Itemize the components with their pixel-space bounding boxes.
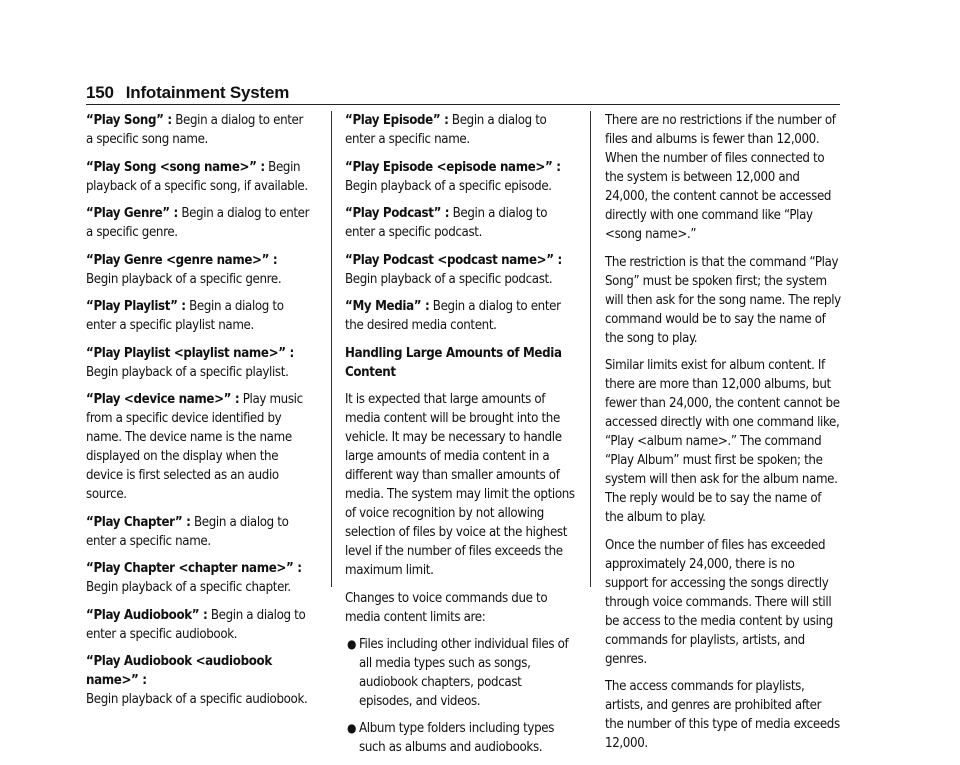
bullet-icon: ● — [347, 637, 357, 651]
column-3 — [605, 111, 841, 762]
column-divider — [590, 111, 591, 587]
command-name: “Play Song” : — [86, 113, 172, 128]
command-name: “Play Song <song name>” : — [86, 159, 265, 175]
column-2 — [345, 111, 577, 765]
command-entry — [86, 297, 312, 335]
command-entry — [345, 297, 577, 335]
command-name: “Play Episode” : — [345, 113, 449, 128]
command-description: Begin a dialog to enter a specific name. — [86, 514, 289, 549]
command-name: “Play Genre <genre name>” : — [86, 252, 278, 268]
header-rule — [86, 104, 840, 105]
command-entry — [345, 251, 577, 289]
command-description: Begin playback of a specific genre. — [86, 271, 282, 287]
command-entry — [345, 158, 577, 196]
paragraph: Once the number of files has exceeded approximately 24,000, there is no support for accessing the songs directly through voice commands. There will still be access to the media content by using commands for playlists, artists, and genres. — [605, 537, 833, 667]
command-entry — [86, 344, 312, 382]
command-description: Begin playback of a specific podcast. — [345, 271, 553, 287]
command-description: Begin a dialog to enter a specific genre. — [86, 206, 310, 240]
command-entry — [86, 606, 312, 644]
command-description: Begin a dialog to enter a specific playlist name. — [86, 299, 284, 333]
command-description: Begin a dialog to enter a specific song name. — [86, 113, 304, 147]
bullet-item — [345, 719, 577, 757]
paragraph: The restriction is that the command “Play Song” must be spoken first; the system will then ask for the song name. The reply command would be to say the name of the song to play. — [605, 254, 841, 346]
command-name: “Play <device name>” : — [86, 392, 240, 407]
bullet-icon: ● — [347, 721, 357, 735]
command-entry — [86, 158, 312, 196]
command-name: “My Media” : — [345, 299, 430, 314]
bullet-item — [345, 635, 577, 711]
command-description: Begin playback of a specific chapter. — [86, 580, 291, 595]
bullet-text: Files including other individual files of all media types such as songs, audiobook chapters, podcast episodes, and videos. — [359, 637, 569, 709]
section-title: Infotainment System — [125, 83, 290, 102]
command-entry — [86, 513, 312, 551]
command-description: Begin playback of a specific episode. — [345, 178, 552, 194]
command-entry — [86, 559, 312, 597]
command-entry — [345, 204, 577, 242]
paragraph: Similar limits exist for album content. If there are more than 12,000 albums, but fewer than 24,000, the content cannot be accessed directly with one command like, “Play <album name>.” The command “Play Album” must first be spoken; the system will then ask for the album name. The reply would be to say the name of the album to play. — [605, 358, 840, 525]
bullet-text: Album type folders including types such as albums and audiobooks. — [359, 721, 555, 755]
command-entry — [345, 111, 577, 149]
command-description: Begin a dialog to enter the desired media content. — [345, 299, 561, 333]
command-description: Begin a dialog to enter a specific name. — [345, 113, 547, 147]
command-description: Play music from a specific device identified by name. The device name is the name displayed on the display when the device is first selected as an audio source. — [86, 392, 303, 502]
command-name: “Play Playlist” : — [86, 299, 186, 314]
command-entry — [86, 251, 312, 289]
command-entry — [86, 652, 312, 709]
command-description: Begin playback of a specific song, if available. — [86, 159, 308, 194]
command-entry — [86, 204, 312, 242]
command-description: Begin a dialog to enter a specific audiobook. — [86, 607, 306, 642]
paragraph: Changes to voice commands due to media content limits are: — [345, 590, 548, 625]
column-1 — [86, 111, 312, 718]
command-name: “Play Podcast <podcast name>” : — [345, 252, 562, 268]
command-name: “Play Chapter” : — [86, 514, 191, 530]
bullet-list — [345, 635, 577, 757]
command-name: “Play Chapter <chapter name>” : — [86, 561, 302, 576]
command-description: Begin playback of a specific playlist. — [86, 364, 289, 380]
command-name: “Play Playlist <playlist name>” : — [86, 345, 294, 361]
page-number: 150 — [86, 83, 114, 102]
paragraph: The access commands for playlists, artists, and genres are prohibited after the number of this type of media exceeds 12,000. — [605, 679, 840, 751]
column-divider — [331, 111, 332, 587]
command-description: Begin playback of a specific audiobook. — [86, 692, 308, 707]
paragraph: There are no restrictions if the number of files and albums is fewer than 12,000. When the number of files connected to the system is between 12,000 and 24,000, the content cannot be accessed directly with one command like “Play <song name>.” — [605, 113, 836, 242]
command-name: “Play Audiobook <audiobook name>” : — [86, 654, 272, 688]
command-entry — [86, 111, 312, 149]
command-name: “Play Genre” : — [86, 206, 178, 221]
section-subheading: Handling Large Amounts of Media Content — [345, 345, 562, 380]
command-name: “Play Episode <episode name>” : — [345, 159, 561, 175]
paragraph: It is expected that large amounts of media content will be brought into the vehicle. It may be necessary to handle large amounts of media content in a different way than smaller amounts of media. The system may limit the options of voice recognition by not allowing selection of files by voice at the highest level if the number of files exceeds the maximum limit. — [345, 392, 575, 578]
page-header — [86, 83, 289, 103]
command-name: “Play Podcast” : — [345, 206, 450, 221]
command-name: “Play Audiobook” : — [86, 607, 208, 623]
command-description: Begin a dialog to enter a specific podcast. — [345, 206, 548, 240]
command-entry — [86, 390, 312, 504]
